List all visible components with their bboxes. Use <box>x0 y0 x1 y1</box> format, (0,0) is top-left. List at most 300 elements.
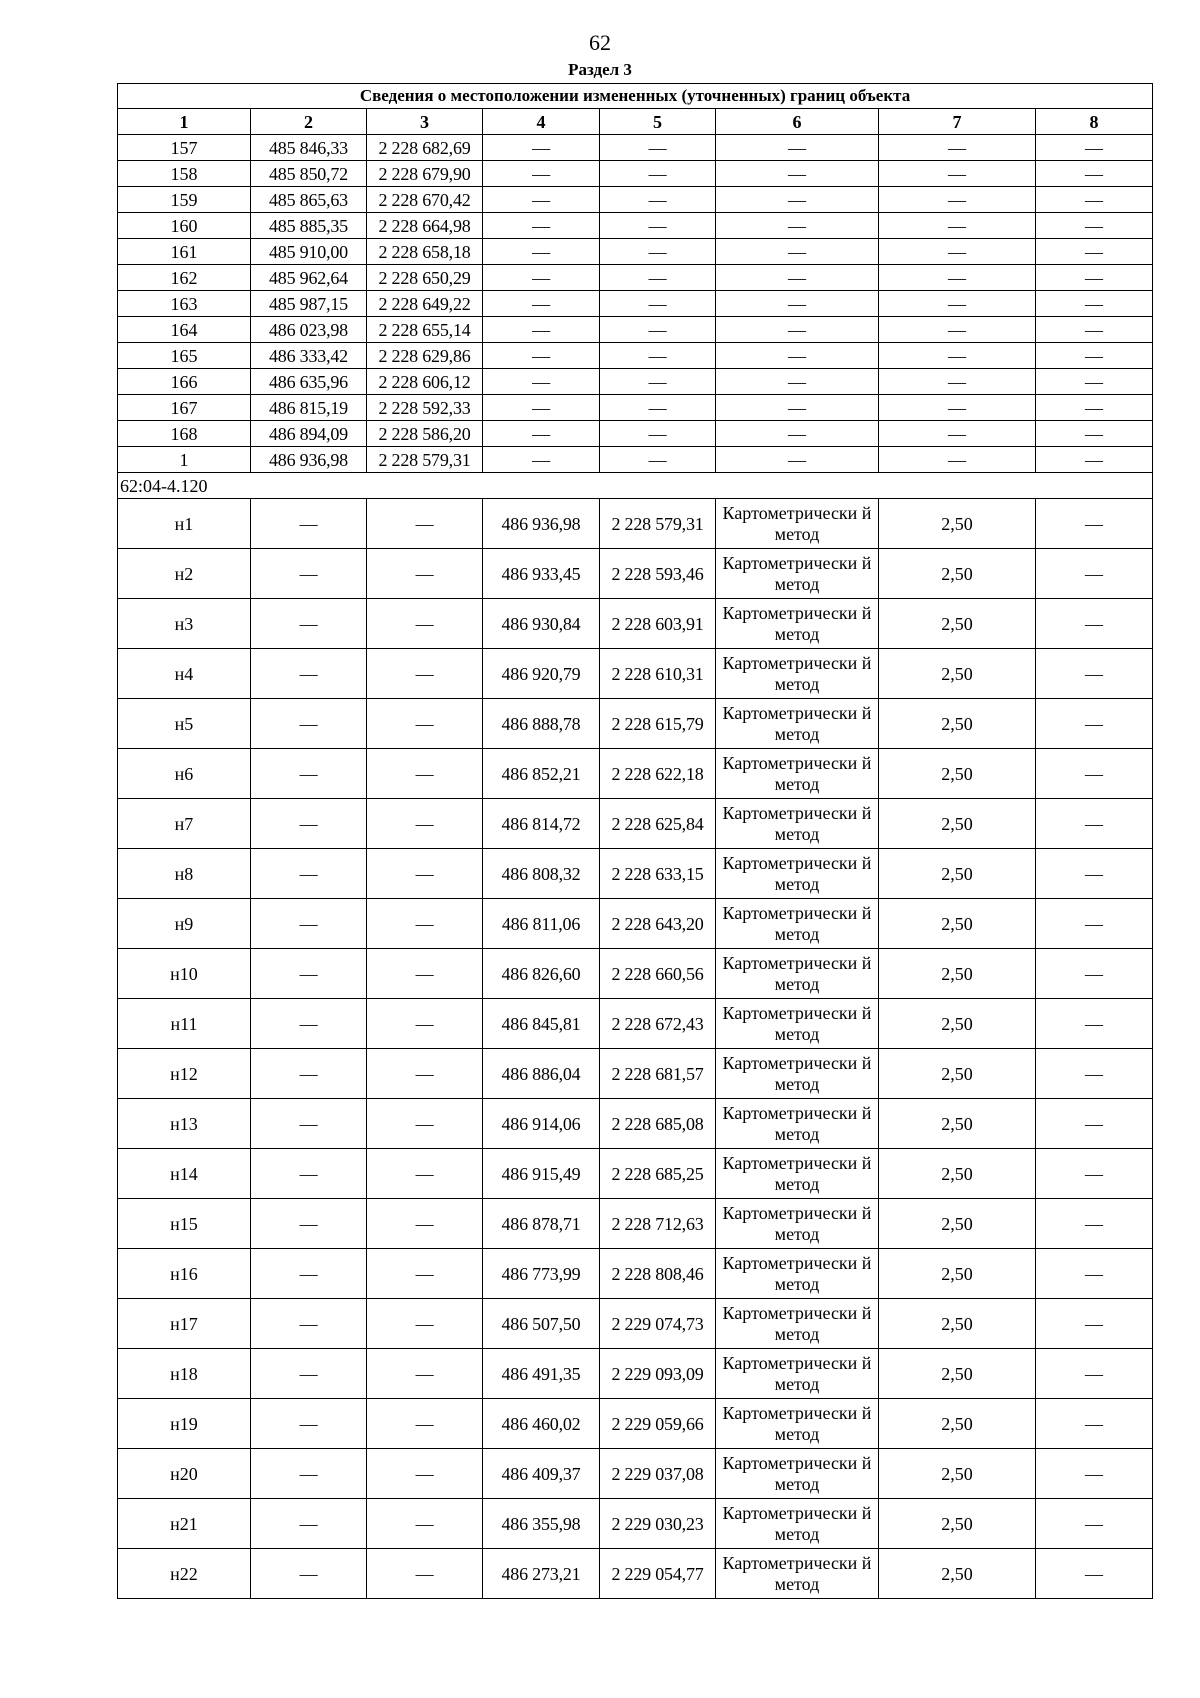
column-number: 6 <box>716 109 879 135</box>
method-cell: — <box>716 239 879 265</box>
note-cell: — <box>1036 265 1153 291</box>
point-number-cell: н3 <box>118 599 251 649</box>
y-new-cell: 2 228 579,31 <box>600 499 716 549</box>
accuracy-cell: — <box>879 239 1036 265</box>
point-number-cell: н8 <box>118 849 251 899</box>
x-new-cell: — <box>483 447 600 473</box>
accuracy-cell: — <box>879 317 1036 343</box>
accuracy-cell: 2,50 <box>879 849 1036 899</box>
point-number-cell: н22 <box>118 1549 251 1599</box>
point-number-cell: н14 <box>118 1149 251 1199</box>
point-number-cell: 166 <box>118 369 251 395</box>
x-old-cell: 485 885,35 <box>251 213 367 239</box>
method-cell: Картометрически й метод <box>716 1449 879 1499</box>
group-row <box>118 473 1153 499</box>
table-row <box>118 187 1153 213</box>
y-old-cell: — <box>367 949 483 999</box>
y-old-cell: — <box>367 749 483 799</box>
method-cell: — <box>716 343 879 369</box>
note-cell: — <box>1036 799 1153 849</box>
y-old-cell: 2 228 592,33 <box>367 395 483 421</box>
x-new-cell: 486 852,21 <box>483 749 600 799</box>
x-old-cell: — <box>251 1049 367 1099</box>
table-row <box>118 1399 1153 1449</box>
method-cell: — <box>716 213 879 239</box>
note-cell: — <box>1036 187 1153 213</box>
method-cell: — <box>716 317 879 343</box>
boundary-coordinates-table <box>117 83 1153 1599</box>
accuracy-cell: 2,50 <box>879 599 1036 649</box>
x-old-cell: — <box>251 649 367 699</box>
table-row <box>118 949 1153 999</box>
point-number-cell: 168 <box>118 421 251 447</box>
x-old-cell: 485 865,63 <box>251 187 367 213</box>
table-row <box>118 849 1153 899</box>
y-old-cell: — <box>367 699 483 749</box>
point-number-cell: н10 <box>118 949 251 999</box>
accuracy-cell: 2,50 <box>879 1149 1036 1199</box>
x-old-cell: — <box>251 1349 367 1399</box>
x-new-cell: — <box>483 213 600 239</box>
x-old-cell: — <box>251 1099 367 1149</box>
section-title: Раздел 3 <box>568 60 632 79</box>
x-new-cell: 486 886,04 <box>483 1049 600 1099</box>
point-number-cell: н11 <box>118 999 251 1049</box>
x-old-cell: 486 894,09 <box>251 421 367 447</box>
x-new-cell: — <box>483 421 600 447</box>
y-new-cell: — <box>600 265 716 291</box>
accuracy-cell: — <box>879 447 1036 473</box>
y-new-cell: 2 228 685,08 <box>600 1099 716 1149</box>
y-new-cell: 2 228 643,20 <box>600 899 716 949</box>
note-cell: — <box>1036 1249 1153 1299</box>
y-old-cell: 2 228 679,90 <box>367 161 483 187</box>
point-number-cell: н12 <box>118 1049 251 1099</box>
x-new-cell: 486 826,60 <box>483 949 600 999</box>
y-new-cell: 2 228 808,46 <box>600 1249 716 1299</box>
table-row <box>118 1049 1153 1099</box>
method-cell: Картометрически й метод <box>716 849 879 899</box>
method-cell: — <box>716 187 879 213</box>
note-cell: — <box>1036 499 1153 549</box>
y-old-cell: — <box>367 799 483 849</box>
point-number-cell: н1 <box>118 499 251 549</box>
x-old-cell: — <box>251 899 367 949</box>
x-new-cell: 486 273,21 <box>483 1549 600 1599</box>
table-row <box>118 999 1153 1049</box>
x-new-cell: 486 930,84 <box>483 599 600 649</box>
method-cell: — <box>716 291 879 317</box>
y-new-cell: 2 229 074,73 <box>600 1299 716 1349</box>
point-number-cell: н19 <box>118 1399 251 1449</box>
accuracy-cell: 2,50 <box>879 649 1036 699</box>
y-old-cell: 2 228 682,69 <box>367 135 483 161</box>
note-cell: — <box>1036 161 1153 187</box>
point-number-cell: 1 <box>118 447 251 473</box>
method-cell: Картометрически й метод <box>716 999 879 1049</box>
y-old-cell: 2 228 629,86 <box>367 343 483 369</box>
note-cell: — <box>1036 213 1153 239</box>
accuracy-cell: 2,50 <box>879 949 1036 999</box>
x-new-cell: 486 355,98 <box>483 1499 600 1549</box>
method-cell: Картометрически й метод <box>716 699 879 749</box>
y-old-cell: — <box>367 1349 483 1399</box>
note-cell: — <box>1036 1149 1153 1199</box>
point-number-cell: н17 <box>118 1299 251 1349</box>
x-old-cell: 485 846,33 <box>251 135 367 161</box>
accuracy-cell: 2,50 <box>879 1449 1036 1499</box>
column-number: 8 <box>1036 109 1153 135</box>
method-cell: Картометрически й метод <box>716 799 879 849</box>
y-old-cell: — <box>367 499 483 549</box>
x-old-cell: — <box>251 999 367 1049</box>
x-old-cell: — <box>251 1149 367 1199</box>
table-row <box>118 343 1153 369</box>
x-old-cell: — <box>251 1499 367 1549</box>
y-old-cell: 2 228 586,20 <box>367 421 483 447</box>
y-new-cell: — <box>600 161 716 187</box>
y-new-cell: 2 228 660,56 <box>600 949 716 999</box>
y-old-cell: — <box>367 1549 483 1599</box>
column-number: 7 <box>879 109 1036 135</box>
x-old-cell: — <box>251 1399 367 1449</box>
table-row <box>118 599 1153 649</box>
x-new-cell: — <box>483 343 600 369</box>
table-row <box>118 649 1153 699</box>
column-number: 5 <box>600 109 716 135</box>
table-row <box>118 1499 1153 1549</box>
y-new-cell: 2 228 712,63 <box>600 1199 716 1249</box>
x-old-cell: — <box>251 849 367 899</box>
y-new-cell: — <box>600 135 716 161</box>
x-old-cell: — <box>251 549 367 599</box>
x-new-cell: 486 409,37 <box>483 1449 600 1499</box>
method-cell: Картометрически й метод <box>716 1499 879 1549</box>
y-old-cell: — <box>367 999 483 1049</box>
note-cell: — <box>1036 699 1153 749</box>
point-number-cell: н21 <box>118 1499 251 1549</box>
method-cell: Картометрически й метод <box>716 749 879 799</box>
note-cell: — <box>1036 421 1153 447</box>
x-new-cell: 486 507,50 <box>483 1299 600 1349</box>
note-cell: — <box>1036 239 1153 265</box>
y-old-cell: — <box>367 1299 483 1349</box>
y-old-cell: 2 228 658,18 <box>367 239 483 265</box>
method-cell: Картометрически й метод <box>716 649 879 699</box>
table-row <box>118 799 1153 849</box>
accuracy-cell: — <box>879 161 1036 187</box>
method-cell: Картометрически й метод <box>716 1049 879 1099</box>
y-new-cell: — <box>600 395 716 421</box>
note-cell: — <box>1036 1449 1153 1499</box>
note-cell: — <box>1036 999 1153 1049</box>
table-row <box>118 447 1153 473</box>
point-number-cell: н16 <box>118 1249 251 1299</box>
accuracy-cell: 2,50 <box>879 1549 1036 1599</box>
x-new-cell: — <box>483 265 600 291</box>
point-number-cell: 160 <box>118 213 251 239</box>
note-cell: — <box>1036 899 1153 949</box>
y-new-cell: — <box>600 369 716 395</box>
table-row <box>118 1549 1153 1599</box>
point-number-cell: 159 <box>118 187 251 213</box>
accuracy-cell: — <box>879 369 1036 395</box>
x-new-cell: — <box>483 161 600 187</box>
note-cell: — <box>1036 135 1153 161</box>
x-old-cell: — <box>251 1549 367 1599</box>
y-old-cell: — <box>367 1049 483 1099</box>
x-new-cell: 486 845,81 <box>483 999 600 1049</box>
x-new-cell: 486 808,32 <box>483 849 600 899</box>
column-number-row <box>118 109 1153 135</box>
note-cell: — <box>1036 369 1153 395</box>
x-new-cell: 486 920,79 <box>483 649 600 699</box>
note-cell: — <box>1036 1399 1153 1449</box>
method-cell: — <box>716 161 879 187</box>
accuracy-cell: 2,50 <box>879 1299 1036 1349</box>
column-number: 3 <box>367 109 483 135</box>
x-old-cell: 485 910,00 <box>251 239 367 265</box>
x-old-cell: — <box>251 749 367 799</box>
point-number-cell: н15 <box>118 1199 251 1249</box>
point-number-cell: 167 <box>118 395 251 421</box>
method-cell: — <box>716 395 879 421</box>
note-cell: — <box>1036 1049 1153 1099</box>
y-old-cell: — <box>367 1149 483 1199</box>
y-old-cell: 2 228 670,42 <box>367 187 483 213</box>
x-new-cell: 486 933,45 <box>483 549 600 599</box>
accuracy-cell: — <box>879 265 1036 291</box>
y-new-cell: 2 229 093,09 <box>600 1349 716 1399</box>
x-old-cell: — <box>251 799 367 849</box>
x-old-cell: — <box>251 1249 367 1299</box>
column-number: 2 <box>251 109 367 135</box>
accuracy-cell: 2,50 <box>879 1399 1036 1449</box>
point-number-cell: 165 <box>118 343 251 369</box>
point-number-cell: н4 <box>118 649 251 699</box>
table-row <box>118 369 1153 395</box>
note-cell: — <box>1036 1299 1153 1349</box>
y-old-cell: — <box>367 1499 483 1549</box>
y-new-cell: 2 228 685,25 <box>600 1149 716 1199</box>
note-cell: — <box>1036 317 1153 343</box>
y-new-cell: 2 228 681,57 <box>600 1049 716 1099</box>
accuracy-cell: — <box>879 291 1036 317</box>
method-cell: Картометрически й метод <box>716 1349 879 1399</box>
accuracy-cell: — <box>879 395 1036 421</box>
y-new-cell: 2 228 593,46 <box>600 549 716 599</box>
accuracy-cell: 2,50 <box>879 549 1036 599</box>
accuracy-cell: 2,50 <box>879 499 1036 549</box>
y-old-cell: 2 228 664,98 <box>367 213 483 239</box>
column-number: 1 <box>118 109 251 135</box>
note-cell: — <box>1036 849 1153 899</box>
accuracy-cell: 2,50 <box>879 999 1036 1049</box>
x-new-cell: — <box>483 369 600 395</box>
table-row <box>118 899 1153 949</box>
x-old-cell: — <box>251 949 367 999</box>
note-cell: — <box>1036 1499 1153 1549</box>
y-new-cell: — <box>600 213 716 239</box>
table-row <box>118 135 1153 161</box>
y-new-cell: — <box>600 343 716 369</box>
point-number-cell: 162 <box>118 265 251 291</box>
x-old-cell: 486 635,96 <box>251 369 367 395</box>
method-cell: Картометрически й метод <box>716 1399 879 1449</box>
method-cell: — <box>716 369 879 395</box>
accuracy-cell: 2,50 <box>879 1349 1036 1399</box>
x-new-cell: 486 460,02 <box>483 1399 600 1449</box>
point-number-cell: н7 <box>118 799 251 849</box>
point-number-cell: н13 <box>118 1099 251 1149</box>
table-row <box>118 1099 1153 1149</box>
method-cell: — <box>716 135 879 161</box>
x-old-cell: — <box>251 699 367 749</box>
method-cell: Картометрически й метод <box>716 1099 879 1149</box>
y-old-cell: — <box>367 1399 483 1449</box>
method-cell: Картометрически й метод <box>716 1549 879 1599</box>
x-new-cell: — <box>483 395 600 421</box>
y-old-cell: 2 228 650,29 <box>367 265 483 291</box>
note-cell: — <box>1036 749 1153 799</box>
accuracy-cell: 2,50 <box>879 1049 1036 1099</box>
y-old-cell: 2 228 579,31 <box>367 447 483 473</box>
x-new-cell: — <box>483 291 600 317</box>
note-cell: — <box>1036 1199 1153 1249</box>
y-new-cell: — <box>600 447 716 473</box>
note-cell: — <box>1036 1349 1153 1399</box>
table-row <box>118 1349 1153 1399</box>
note-cell: — <box>1036 599 1153 649</box>
table-row <box>118 265 1153 291</box>
note-cell: — <box>1036 291 1153 317</box>
method-cell: — <box>716 421 879 447</box>
x-new-cell: 486 811,06 <box>483 899 600 949</box>
accuracy-cell: — <box>879 421 1036 447</box>
table-row <box>118 317 1153 343</box>
table-row <box>118 1199 1153 1249</box>
group-label: 62:04-4.120 <box>118 473 1153 499</box>
y-old-cell: — <box>367 599 483 649</box>
point-number-cell: н2 <box>118 549 251 599</box>
method-cell: Картометрически й метод <box>716 899 879 949</box>
y-old-cell: 2 228 649,22 <box>367 291 483 317</box>
note-cell: — <box>1036 949 1153 999</box>
note-cell: — <box>1036 649 1153 699</box>
y-new-cell: — <box>600 239 716 265</box>
x-new-cell: 486 773,99 <box>483 1249 600 1299</box>
method-cell: Картометрически й метод <box>716 949 879 999</box>
y-new-cell: — <box>600 317 716 343</box>
accuracy-cell: 2,50 <box>879 699 1036 749</box>
x-old-cell: — <box>251 599 367 649</box>
x-old-cell: 486 815,19 <box>251 395 367 421</box>
note-cell: — <box>1036 395 1153 421</box>
x-old-cell: 486 023,98 <box>251 317 367 343</box>
page-number: 62 <box>589 30 611 55</box>
accuracy-cell: 2,50 <box>879 749 1036 799</box>
table-row <box>118 749 1153 799</box>
x-old-cell: 486 333,42 <box>251 343 367 369</box>
x-old-cell: 485 850,72 <box>251 161 367 187</box>
x-old-cell: — <box>251 499 367 549</box>
table-caption: Сведения о местоположении измененных (уточненных) границ объекта <box>118 84 1153 109</box>
y-new-cell: 2 228 615,79 <box>600 699 716 749</box>
note-cell: — <box>1036 1099 1153 1149</box>
y-new-cell: 2 228 622,18 <box>600 749 716 799</box>
y-old-cell: — <box>367 1449 483 1499</box>
accuracy-cell: — <box>879 343 1036 369</box>
method-cell: — <box>716 265 879 291</box>
accuracy-cell: — <box>879 135 1036 161</box>
table-row <box>118 549 1153 599</box>
accuracy-cell: — <box>879 187 1036 213</box>
x-new-cell: 486 914,06 <box>483 1099 600 1149</box>
x-new-cell: 486 491,35 <box>483 1349 600 1399</box>
point-number-cell: н20 <box>118 1449 251 1499</box>
column-number: 4 <box>483 109 600 135</box>
method-cell: Картометрически й метод <box>716 549 879 599</box>
y-old-cell: — <box>367 1199 483 1249</box>
table-row <box>118 213 1153 239</box>
note-cell: — <box>1036 343 1153 369</box>
x-new-cell: — <box>483 317 600 343</box>
x-new-cell: 486 814,72 <box>483 799 600 849</box>
accuracy-cell: 2,50 <box>879 1099 1036 1149</box>
table-caption-row <box>118 84 1153 109</box>
x-old-cell: 485 987,15 <box>251 291 367 317</box>
y-new-cell: 2 228 625,84 <box>600 799 716 849</box>
point-number-cell: 161 <box>118 239 251 265</box>
point-number-cell: н9 <box>118 899 251 949</box>
y-new-cell: 2 228 633,15 <box>600 849 716 899</box>
x-new-cell: — <box>483 187 600 213</box>
x-new-cell: 486 936,98 <box>483 499 600 549</box>
method-cell: Картометрически й метод <box>716 1149 879 1199</box>
x-old-cell: 485 962,64 <box>251 265 367 291</box>
table-row <box>118 421 1153 447</box>
x-old-cell: — <box>251 1299 367 1349</box>
table-row <box>118 1299 1153 1349</box>
y-new-cell: — <box>600 291 716 317</box>
table-row <box>118 1149 1153 1199</box>
x-old-cell: — <box>251 1199 367 1249</box>
accuracy-cell: 2,50 <box>879 1499 1036 1549</box>
point-number-cell: 157 <box>118 135 251 161</box>
point-number-cell: 163 <box>118 291 251 317</box>
y-new-cell: 2 229 037,08 <box>600 1449 716 1499</box>
table-row <box>118 239 1153 265</box>
table-row <box>118 291 1153 317</box>
method-cell: Картометрически й метод <box>716 1199 879 1249</box>
x-old-cell: 486 936,98 <box>251 447 367 473</box>
accuracy-cell: 2,50 <box>879 1199 1036 1249</box>
y-new-cell: 2 228 610,31 <box>600 649 716 699</box>
method-cell: Картометрически й метод <box>716 1299 879 1349</box>
note-cell: — <box>1036 549 1153 599</box>
x-old-cell: — <box>251 1449 367 1499</box>
y-new-cell: 2 228 603,91 <box>600 599 716 649</box>
y-new-cell: 2 229 030,23 <box>600 1499 716 1549</box>
x-new-cell: 486 915,49 <box>483 1149 600 1199</box>
y-new-cell: 2 229 059,66 <box>600 1399 716 1449</box>
y-old-cell: — <box>367 649 483 699</box>
table-row <box>118 161 1153 187</box>
table-row <box>118 1449 1153 1499</box>
y-new-cell: 2 229 054,77 <box>600 1549 716 1599</box>
accuracy-cell: 2,50 <box>879 1249 1036 1299</box>
point-number-cell: н5 <box>118 699 251 749</box>
